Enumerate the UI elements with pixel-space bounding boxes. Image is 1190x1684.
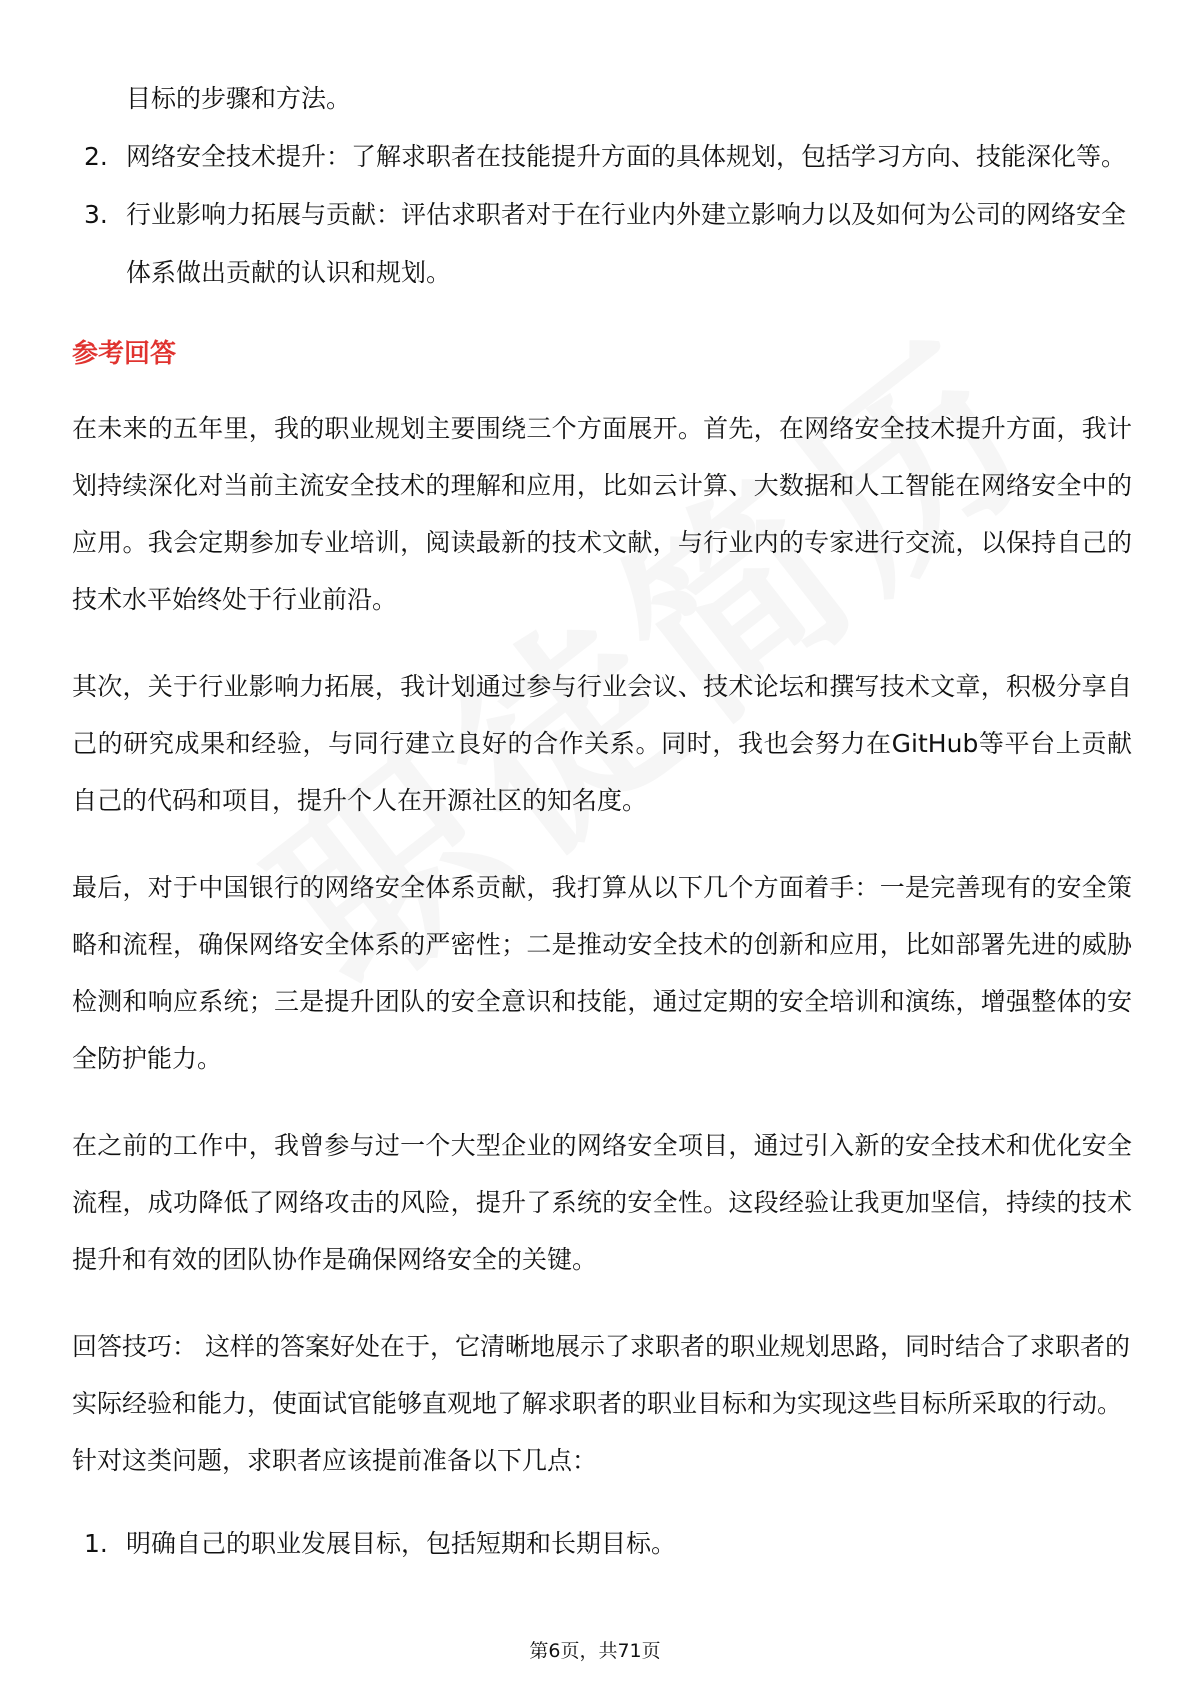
list-continuation: 目标的步骤和方法。	[126, 84, 352, 113]
paragraph: 在之前的工作中，我曾参与过一个大型企业的网络安全项目，通过引入新的安全技术和优化安全流程，成功降低了网络攻击的风险，提升了系统的安全性。这段经验让我更加坚信，持续的技术提升和有效的团队协作是确保网络安全的关键。	[72, 1131, 1132, 1274]
list-number: 2.	[84, 142, 108, 171]
paragraph: 其次，关于行业影响力拓展，我计划通过参与行业会议、技术论坛和撰写技术文章，积极分享自己的研究成果和经验，与同行建立良好的合作关系。同时，我也会努力在GitHub等平台上贡献自己的代码和项目，提升个人在开源社区的知名度。	[72, 672, 1132, 815]
list-number: 1.	[84, 1529, 108, 1558]
paragraph: 在未来的五年里，我的职业规划主要围绕三个方面展开。首先，在网络安全技术提升方面，我计划持续深化对当前主流安全技术的理解和应用，比如云计算、大数据和人工智能在网络安全中的应用。我会定期参加专业培训，阅读最新的技术文献，与行业内的专家进行交流，以保持自己的技术水平始终处于行业前沿。	[72, 414, 1132, 614]
section-heading: 参考回答	[72, 339, 177, 369]
list-item-text: 明确自己的职业发展目标，包括短期和长期目标。	[126, 1529, 677, 1558]
list-item	[72, 128, 1132, 186]
tips-paragraph: 回答技巧： 这样的答案好处在于，它清晰地展示了求职者的职业规划思路，同时结合了求职者的实际经验和能力，使面试官能够直观地了解求职者的职业目标和为实现这些目标所采取的行动。针对这类问题，求职者应该提前准备以下几点：	[72, 1332, 1130, 1475]
list-number: 3.	[84, 200, 108, 229]
focus-list	[72, 128, 1132, 302]
list-item-text: 网络安全技术提升：了解求职者在技能提升方面的具体规划，包括学习方向、技能深化等。	[126, 142, 1127, 171]
list-item	[72, 1515, 1132, 1573]
list-item-text: 行业影响力拓展与贡献：评估求职者对于在行业内外建立影响力以及如何为公司的网络安全体系做出贡献的认识和规划。	[126, 200, 1127, 287]
document-body	[72, 70, 1132, 1573]
tips-list	[72, 1515, 1132, 1573]
list-item	[72, 186, 1132, 302]
page-footer: 第6页，共71页	[529, 1640, 661, 1662]
paragraph: 最后，对于中国银行的网络安全体系贡献，我打算从以下几个方面着手：一是完善现有的安全策略和流程，确保网络安全体系的严密性；二是推动安全技术的创新和应用，比如部署先进的威胁检测和响应系统；三是提升团队的安全意识和技能，通过定期的安全培训和演练，增强整体的安全防护能力。	[72, 873, 1132, 1073]
